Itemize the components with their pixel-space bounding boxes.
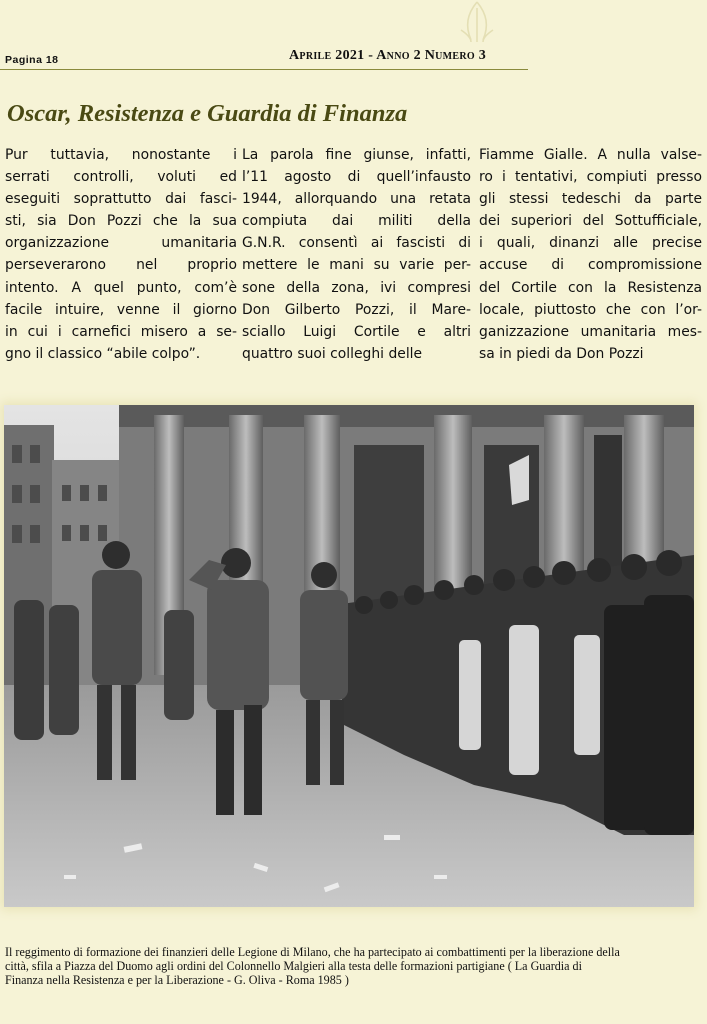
- article-text-line: eseguiti soprattutto dai fasci-: [5, 191, 237, 208]
- caption-line: Il reggimento di formazione dei finanzieri delle Legione di Milano, che ha partecipato ai combattimenti per la liberazione della: [5, 945, 620, 959]
- article-text-line: sa in piedi da Don Pozzi: [479, 345, 644, 362]
- article-text-line: serrati controlli, voluti ed: [5, 169, 237, 186]
- article-text-line: gno il classico “abile colpo”.: [5, 345, 201, 362]
- article-text-line: sti, sia Don Pozzi che la sua: [5, 213, 237, 230]
- article-title: Oscar, Resistenza e Guardia di Finanza: [7, 100, 408, 127]
- header-divider: [0, 69, 528, 70]
- page-number: Pagina 18: [5, 54, 59, 66]
- photo-caption: [5, 945, 701, 987]
- article-text-line: G.N.R. consentì ai fascisti di: [242, 235, 471, 252]
- caption-line: Finanza nella Resistenza e per la Liberazione - G. Oliva - Roma 1985 ): [5, 973, 349, 987]
- article-text-line: Don Gilberto Pozzi, il Mare-: [242, 301, 471, 318]
- article-text-line: compiuta dai militi della: [242, 213, 471, 230]
- historical-parade-photo: [4, 405, 694, 907]
- article-text-line: sciallo Luigi Cortile e altri: [242, 323, 471, 340]
- article-text-line: ro i tentativi, compiuti presso: [479, 169, 702, 186]
- article-column-1: [5, 144, 237, 386]
- article-column-2: [242, 144, 471, 386]
- article-text-line: perseverarono nel proprio: [5, 257, 237, 274]
- article-text-line: organizzazione umanitaria: [5, 235, 237, 252]
- article-text-line: intento. A quel punto, com’è: [5, 279, 237, 296]
- article-text-line: gli stessi tedeschi da parte: [479, 191, 702, 208]
- article-text-line: l’11 agosto di quell’infausto: [242, 169, 471, 186]
- article-text-line: 1944, allorquando una retata: [242, 191, 471, 208]
- flame-ornament-icon: [437, 0, 517, 44]
- article-text-line: dei superiori del Sottufficiale,: [479, 213, 702, 230]
- article-text-line: i quali, dinanzi alle precise: [479, 235, 702, 252]
- article-text-line: accuse di compromissione: [479, 257, 702, 274]
- article-text-line: La parola fine giunse, infatti,: [242, 147, 471, 163]
- article-text-line: ganizzazione umanitaria mes-: [479, 323, 702, 340]
- article-text-line: sone della zona, ivi compresi: [242, 279, 471, 296]
- article-text-line: Pur tuttavia, nonostante i: [5, 147, 237, 163]
- article-text-line: mettere le mani su varie per-: [242, 257, 471, 274]
- article-text-line: Fiamme Gialle. A nulla valse-: [479, 147, 702, 163]
- issue-info: Aprile 2021 - Anno 2 Numero 3: [289, 48, 487, 63]
- article-column-3: [479, 144, 702, 386]
- article-text-line: facile intuire, venne il giorno: [5, 301, 237, 318]
- article-text-line: del Cortile con la Resistenza: [479, 279, 702, 296]
- article-text-line: quattro suoi colleghi delle: [242, 345, 423, 362]
- article-text-line: in cui i carnefici misero a se-: [5, 323, 237, 340]
- article-text-line: locale, piuttosto che con l’or-: [479, 301, 702, 318]
- caption-line: città, sfila a Piazza del Duomo agli ordini del Colonnello Malgieri alla testa delle formazioni partigiane ( La Guardia di: [5, 959, 582, 973]
